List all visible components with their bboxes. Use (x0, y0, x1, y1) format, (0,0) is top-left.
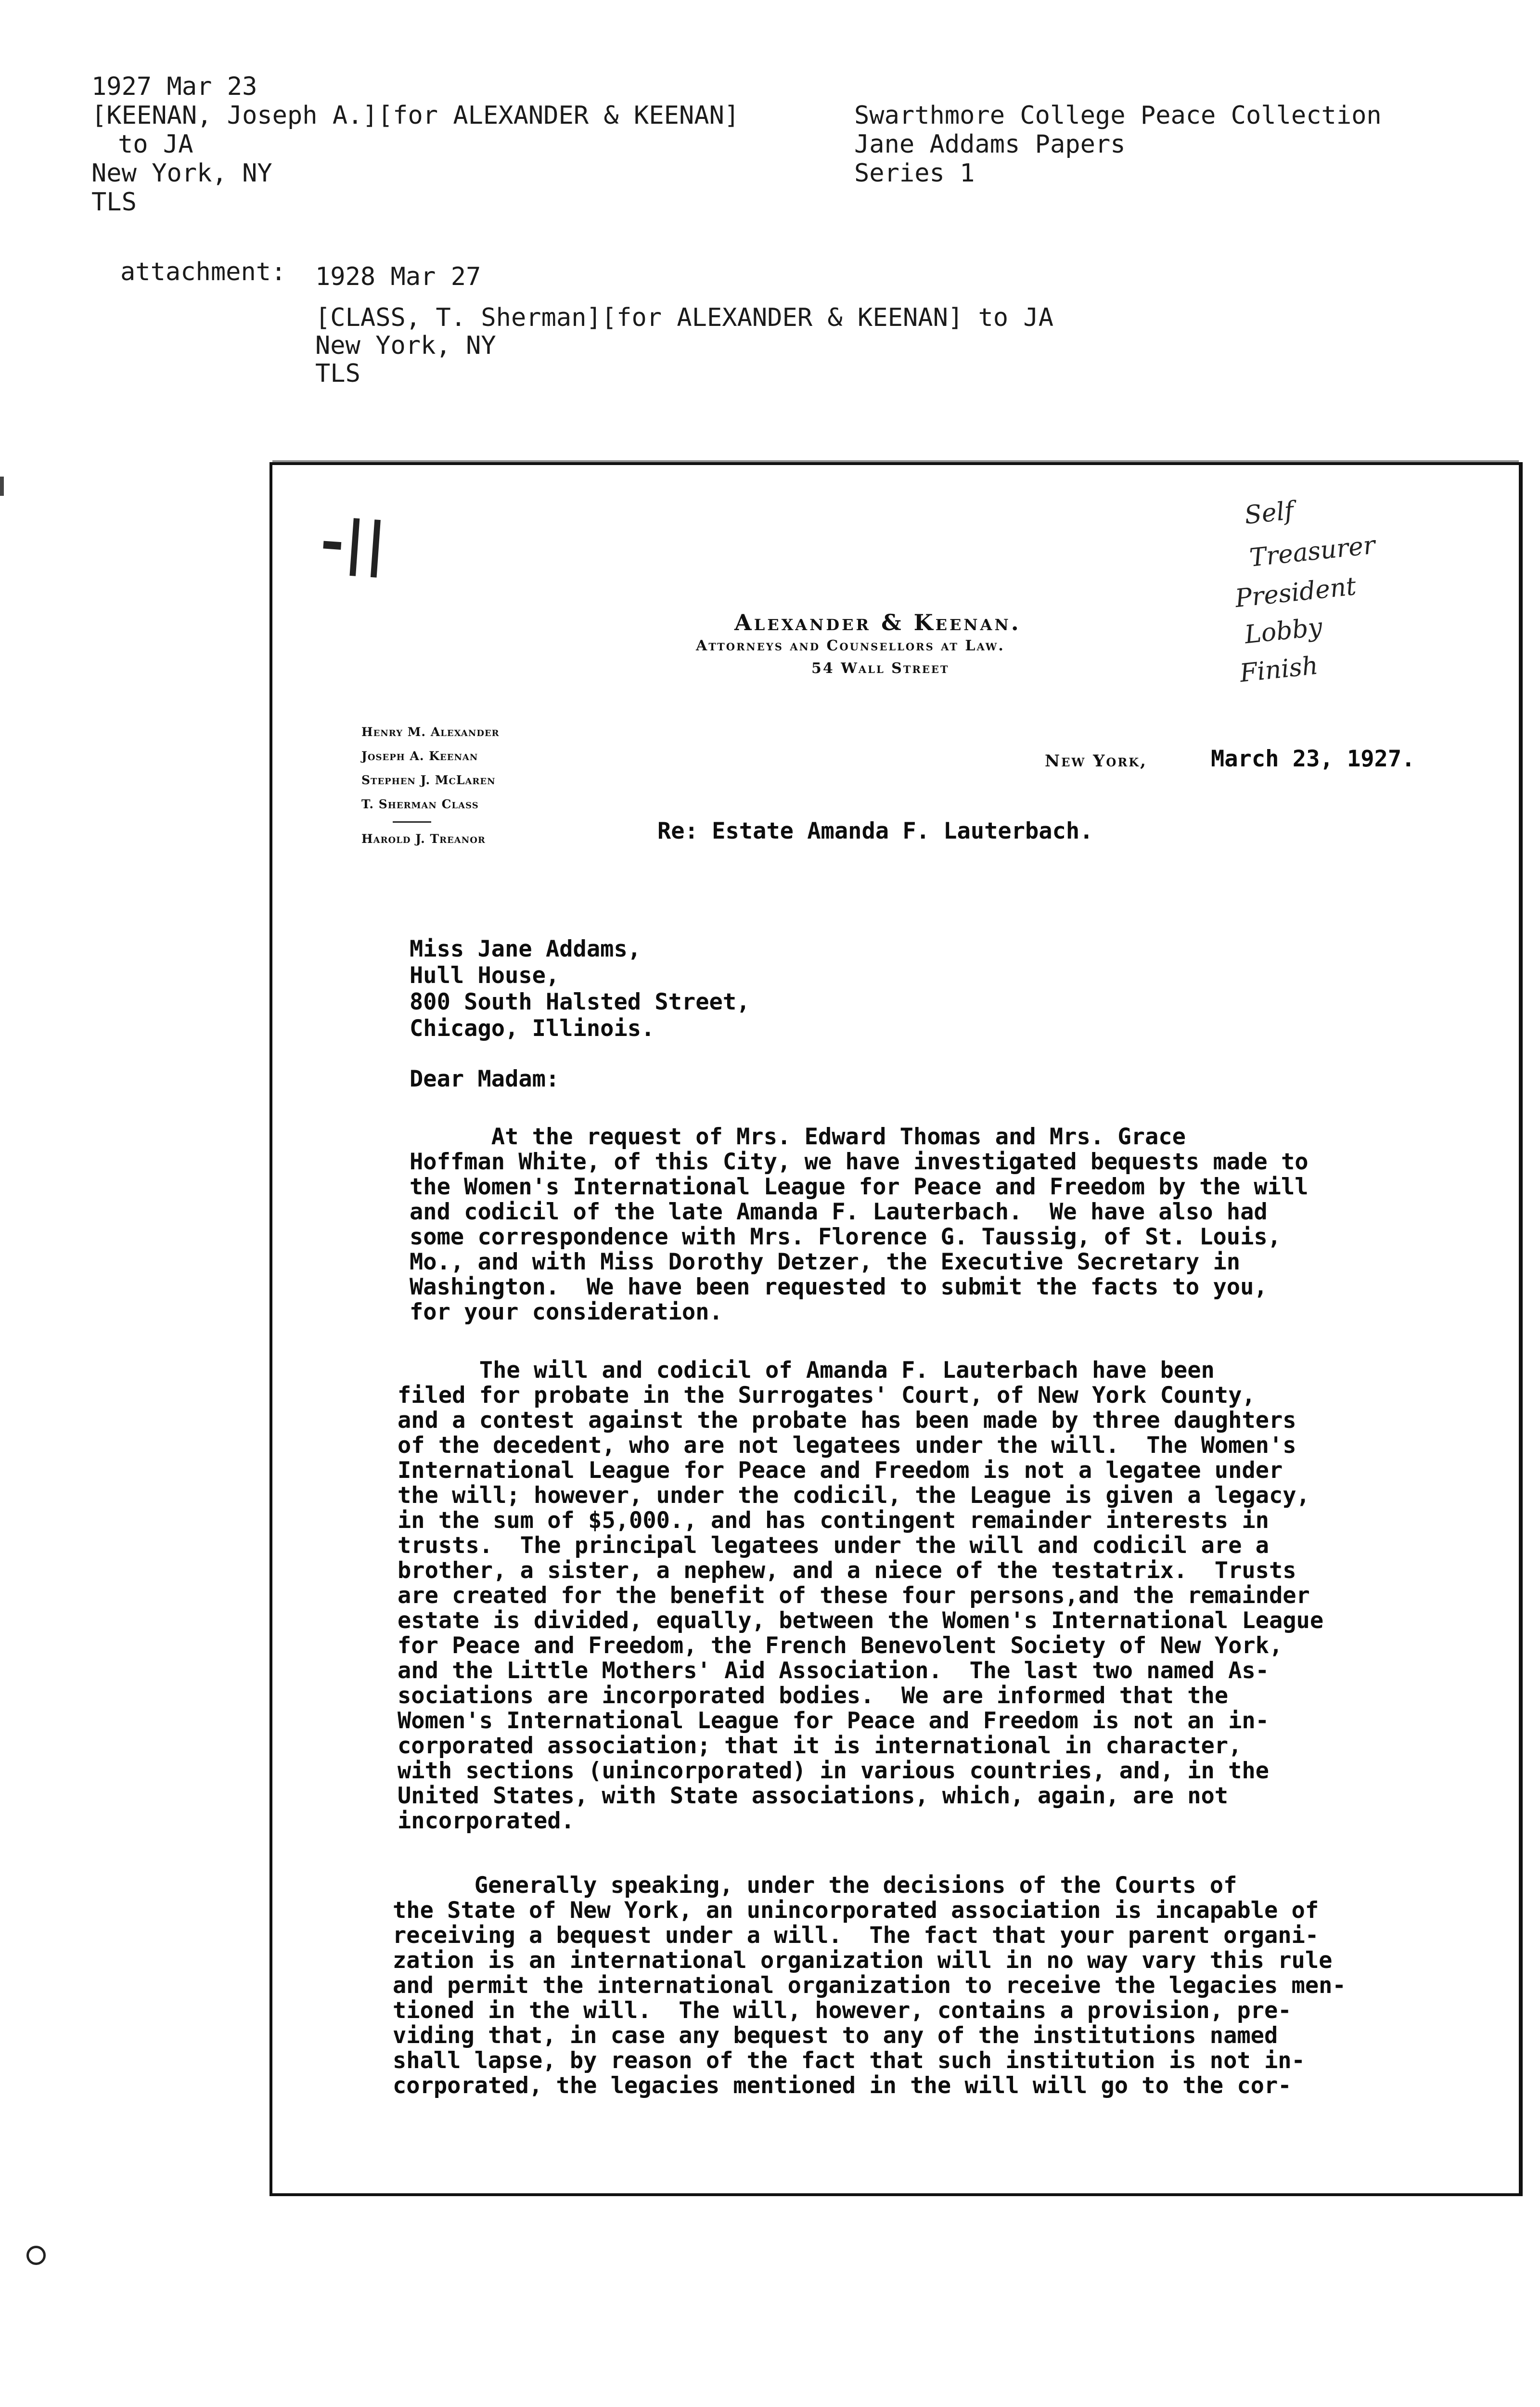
partner-name: Joseph A. Keenan (361, 749, 478, 763)
text-line: Hoffman White, of this City, we have investigated bequests made to (410, 1149, 1309, 1175)
text-line: Women's International League for Peace and Freedom is not an in- (398, 1708, 1269, 1734)
text-line: zation is an international organization will in no way vary this rule (393, 1947, 1333, 1974)
firm-subtitle: Attorneys and Counsellors at Law. (696, 637, 1005, 654)
attachment-type: TLS (315, 359, 360, 388)
text-line: some correspondence with Mrs. Florence G. Taussig, of St. Louis, (410, 1224, 1281, 1250)
text-line: brother, a sister, a nephew, and a niece of the testatrix. Trusts (398, 1557, 1296, 1584)
handwritten-note: Treasurer (1248, 531, 1377, 573)
text-line: the State of New York, an unincorporated association is incapable of (393, 1897, 1319, 1924)
address-line: Hull House, (410, 962, 560, 989)
catalog-collection: Swarthmore College Peace Collection (854, 101, 1382, 130)
handwritten-note: President (1233, 571, 1358, 614)
text-line: United States, with State associations, which, again, are not (398, 1783, 1229, 1809)
handwritten-note: Lobby (1243, 612, 1324, 650)
letter-page (270, 462, 1523, 2196)
text-line: and a contest against the probate has been made by three daughters (398, 1407, 1296, 1434)
text-line: tioned in the will. The will, however, contains a provision, pre- (393, 1997, 1292, 2024)
text-line: At the request of Mrs. Edward Thomas and Mrs. Grace (410, 1124, 1186, 1150)
catalog-date: 1927 Mar 23 (91, 72, 257, 101)
firm-name: Alexander & Keenan. (734, 609, 1021, 635)
pencil-marks: -|| (318, 506, 389, 579)
partner-name: Henry M. Alexander (361, 725, 500, 739)
text-line: corporated association; that it is international in character, (398, 1733, 1242, 1759)
address-line: Miss Jane Addams, (410, 936, 642, 962)
text-line: and permit the international organization to receive the legacies men- (393, 1972, 1346, 1999)
page-edge (272, 460, 1519, 463)
text-line: The will and codicil of Amanda F. Lauterbach have been (398, 1357, 1215, 1384)
text-line: trusts. The principal legatees under the will and codicil are a (398, 1532, 1269, 1559)
text-line: receiving a bequest under a will. The fact that your parent organi- (393, 1922, 1319, 1949)
handwritten-note: Finish (1238, 651, 1320, 688)
letter-date: March 23, 1927. (1211, 746, 1415, 772)
text-line: of the decedent, who are not legatees under the will. The Women's (398, 1432, 1296, 1459)
attachment-label: attachment: (120, 258, 286, 286)
partner-divider (393, 821, 431, 823)
scan-edge-mark (0, 477, 4, 496)
catalog-type: TLS (91, 188, 137, 217)
text-line: Generally speaking, under the decisions of the Courts of (393, 1872, 1237, 1899)
partner-name: T. Sherman Class (361, 797, 479, 811)
scan-hole-icon (26, 2246, 46, 2265)
attachment-date: 1928 Mar 27 (315, 262, 481, 291)
attachment-place: New York, NY (315, 331, 496, 360)
text-line: for your consideration. (410, 1299, 723, 1325)
address-line: 800 South Halsted Street, (410, 989, 750, 1015)
text-line: incorporated. (398, 1808, 575, 1834)
text-line: Mo., and with Miss Dorothy Detzer, the Executive Secretary in (410, 1249, 1241, 1275)
text-line: are created for the benefit of these four persons,and the remainder (398, 1582, 1310, 1609)
text-line: sociations are incorporated bodies. We are informed that the (398, 1682, 1229, 1709)
text-line: and codicil of the late Amanda F. Lauterbach. We have also had (410, 1199, 1268, 1225)
firm-address: 54 Wall Street (811, 660, 950, 677)
text-line: and the Little Mothers' Aid Association. The last two named As- (398, 1657, 1269, 1684)
letter-place: New York, (1045, 751, 1147, 771)
text-line: with sections (unincorporated) in various countries, and, in the (398, 1758, 1269, 1784)
catalog-place: New York, NY (91, 159, 272, 188)
catalog-series: Series 1 (854, 159, 975, 188)
re-line: Re: Estate Amanda F. Lauterbach. (657, 818, 1093, 844)
text-line: viding that, in case any bequest to any of the institutions named (393, 2022, 1278, 2049)
partner-name: Harold J. Treanor (361, 832, 486, 846)
text-line: corporated, the legacies mentioned in the will will go to the cor- (393, 2072, 1292, 2099)
text-line: the Women's International League for Peace and Freedom by the will (410, 1174, 1309, 1200)
attachment-author: [CLASS, T. Sherman][for ALEXANDER & KEENAN] to JA (315, 303, 1054, 332)
partner-name: Stephen J. McLaren (361, 773, 496, 787)
text-line: in the sum of $5,000., and has contingent remainder interests in (398, 1507, 1269, 1534)
text-line: the will; however, under the codicil, the League is given a legacy, (398, 1482, 1310, 1509)
text-line: International League for Peace and Freedom is not a legatee under (398, 1457, 1283, 1484)
text-line: estate is divided, equally, between the Women's International League (398, 1607, 1324, 1634)
text-line: filed for probate in the Surrogates' Court, of New York County, (398, 1382, 1256, 1409)
catalog-papers: Jane Addams Papers (854, 130, 1126, 159)
catalog-recipient: to JA (118, 130, 193, 159)
catalog-author: [KEENAN, Joseph A.][for ALEXANDER & KEENAN] (91, 101, 740, 130)
salutation: Dear Madam: (410, 1066, 560, 1092)
handwritten-note: Self (1243, 496, 1296, 531)
text-line: shall lapse, by reason of the fact that such institution is not in- (393, 2047, 1305, 2074)
address-line: Chicago, Illinois. (410, 1015, 655, 1042)
text-line: Washington. We have been requested to submit the facts to you, (410, 1274, 1268, 1300)
text-line: for Peace and Freedom, the French Benevolent Society of New York, (398, 1632, 1283, 1659)
